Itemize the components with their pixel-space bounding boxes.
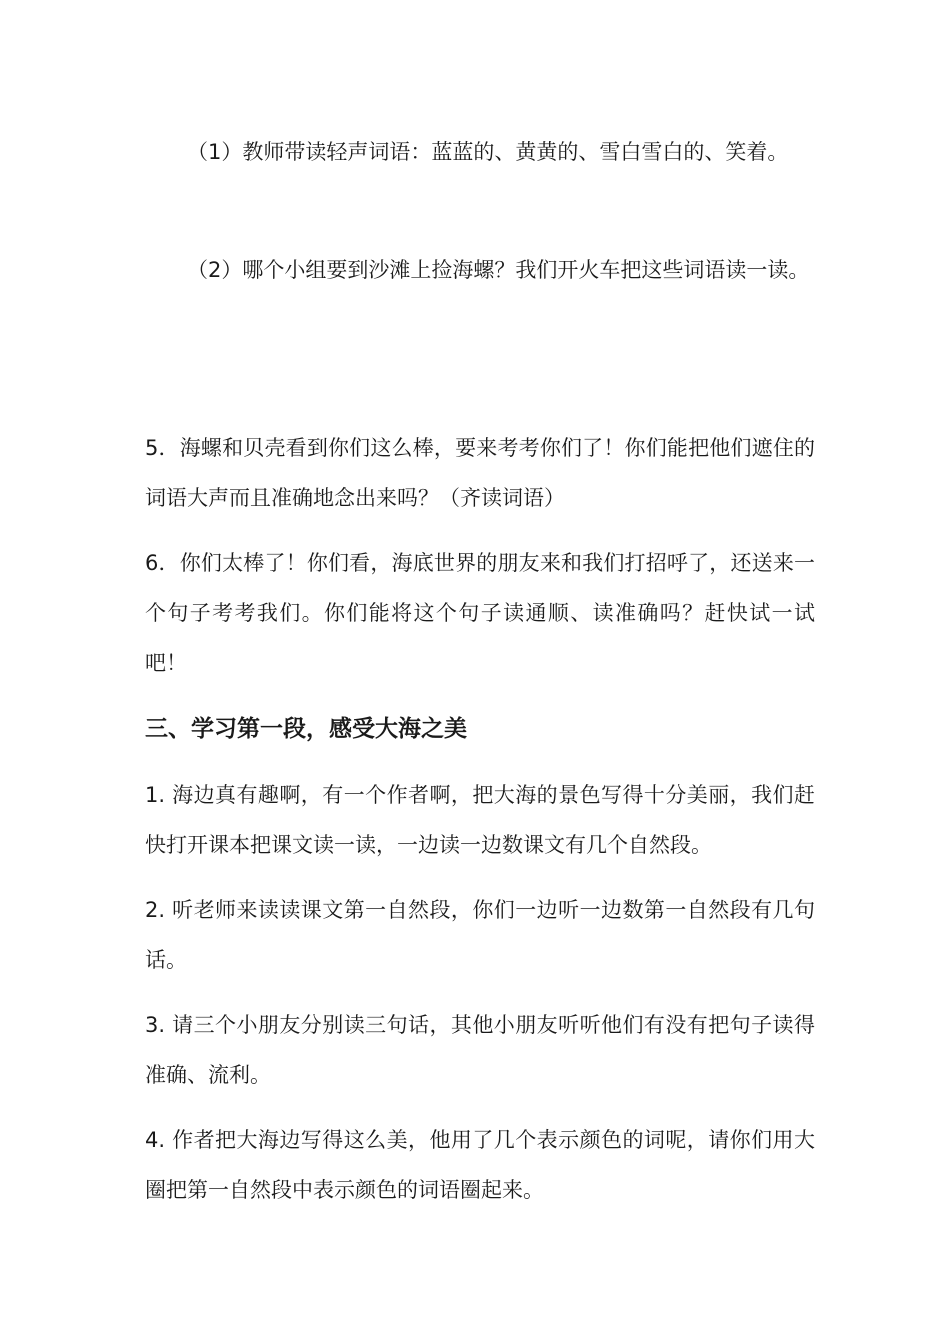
paragraph-item-5: 5．海螺和贝壳看到你们这么棒，要来考考你们了！你们能把他们遮住的词语大声而且准确地念出来吗？（齐读词语）	[145, 436, 815, 510]
section-heading: 三、学习第一段，感受大海之美	[145, 716, 467, 742]
paragraph-item-6: 6．你们太棒了！你们看，海底世界的朋友来和我们打招呼了，还送来一个句子考考我们。你们能将这个句子读通顺、读准确吗？赶快试一试吧！	[145, 551, 815, 675]
list-item-2: 2. 听老师来读读课文第一自然段，你们一边听一边数第一自然段有几句话。	[145, 898, 815, 972]
list-item-1: 1. 海边真有趣啊，有一个作者啊，把大海的景色写得十分美丽，我们赶快打开课本把课文读一读，一边读一边数课文有几个自然段。	[145, 783, 815, 857]
list-item-3: 3. 请三个小朋友分别读三句话，其他小朋友听听他们有没有把句子读得准确、流利。	[145, 1013, 815, 1087]
paragraph-teacher-reading: （1）教师带读轻声词语：蓝蓝的、黄黄的、雪白雪白的、笑着。	[187, 140, 789, 164]
paragraph-group-reading: （2）哪个小组要到沙滩上捡海螺？我们开火车把这些词语读一读。	[187, 258, 810, 282]
list-item-4: 4. 作者把大海边写得这么美，他用了几个表示颜色的词呢，请你们用大圈把第一自然段中表示颜色的词语圈起来。	[145, 1128, 815, 1202]
